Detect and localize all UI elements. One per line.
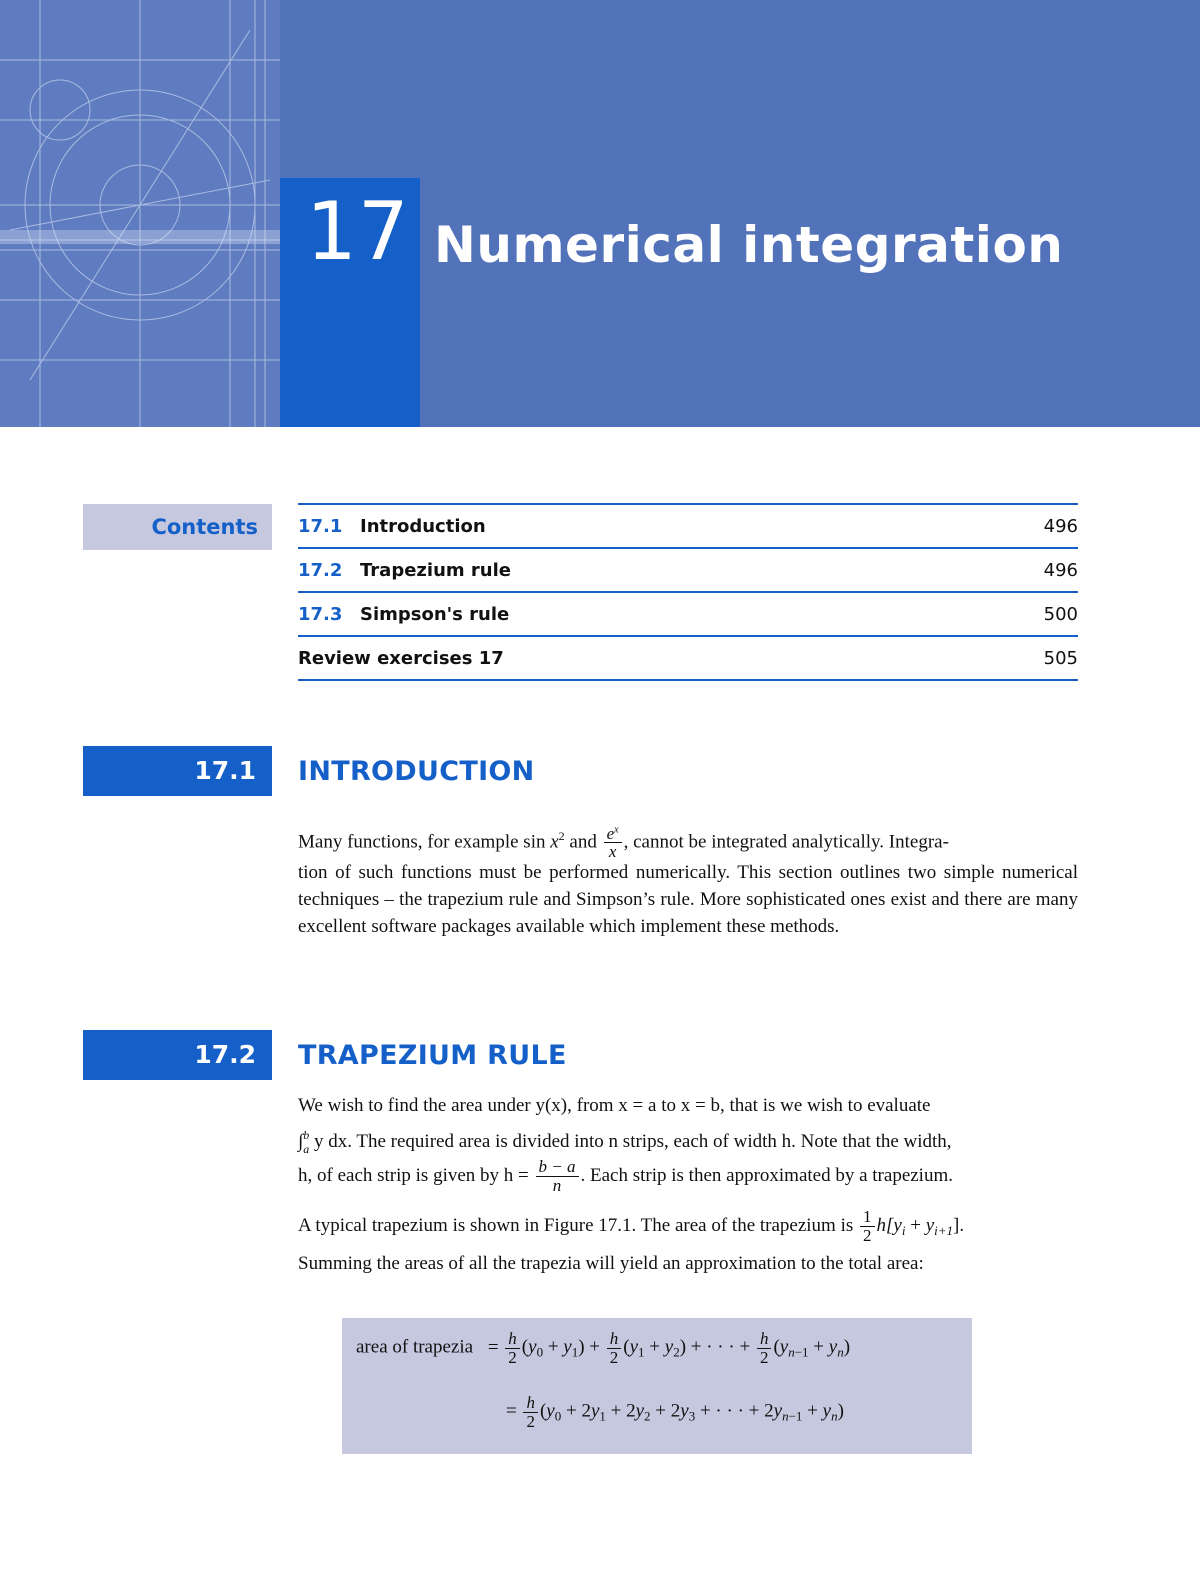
trapezium-line-3 [298,1148,1078,1204]
toc-number: 17.1 [298,515,343,537]
intro-first-line: Many functions, for example $\sin x^2$ and $\frac{e^x}{x}$ , cannot be integrated analytically. Integra- [298,823,949,862]
trapezium-line-2: ∫$^b_a$ y dx. The required area is divided into n strips, each of width h. Note that the width, [298,1128,952,1156]
formula-label: area of trapezia [356,1336,474,1358]
fraction-denominator: x [608,842,617,862]
fraction-b-minus-a-over-n [536,1158,579,1195]
toc-page: 496 [1043,515,1078,537]
toc-row[interactable] [298,637,1078,681]
trapezium-line-3-end: . Each strip is then approximated by a trapezium. [580,1165,953,1186]
intro-text-rest: , cannot be integrated analytically. Integra- [623,831,949,853]
trapezium-line-1: We wish to find the area under y(x), from x = a to x = b, that is we wish to evaluate [298,1095,931,1116]
trapezium-line-5: Summing the areas of all the trapezia will yield an approximation to the total area: [298,1253,924,1274]
section-number-box: 17.1 [83,746,272,796]
fraction-numerator: b − a [536,1158,579,1177]
toc-row[interactable] [298,505,1078,549]
trapezium-line-2-text: y dx. The required area is divided into n strips, each of width h. Note that the width, [313,1131,952,1152]
section-number-box: 17.2 [83,1030,272,1080]
toc-page: 505 [1043,647,1078,669]
trapezium-area-expr: h[y [876,1215,902,1236]
trapezium-line-4-start: A typical trapezium is shown in Figure 17.1. The area of the trapezium is [298,1215,854,1236]
toc-title[interactable]: Trapezium rule [360,559,511,581]
intro-text-start: Many functions, for example sin [298,831,546,853]
toc-title[interactable]: Introduction [360,515,486,537]
intro-paragraph: tion of such functions must be performed numerically. This section outlines two simple numerical techniques – the trapezium rule and Simpson’s rule. More sophisticated ones exist and there are many excellent software packages available which implement these methods. [298,862,1078,937]
toc-number: 17.2 [298,559,343,581]
fraction-numerator: e [606,823,615,843]
chapter-number: 17 [306,185,410,278]
toc-page: 496 [1043,559,1078,581]
contents-label: Contents [83,504,272,550]
fraction-denominator: n [552,1176,562,1196]
formula-row-2: = $\frac{h}{2}$ ($y_0 + 2y_1 + 2y_2 + 2y_3$ + · · · + $2y_{n-1} + y_n$) [506,1393,844,1431]
section-title: INTRODUCTION [298,756,535,787]
fraction-ex-over-x: $\frac{e^x}{x}$ [604,825,622,862]
trapezium-line-4: A typical trapezium is shown in Figure 17.1. The area of the trapezium is $\frac{1}{2}$ $h[y_i + y_{i+1}]$. [298,1207,965,1246]
trapezium-line-3-start: h, of each strip is given by h = [298,1165,529,1186]
chapter-banner [0,0,1200,427]
toc-title[interactable]: Simpson's rule [360,603,510,625]
toc-row[interactable] [298,593,1078,637]
fraction-one-half: $\frac{1}{2}$ [860,1208,875,1245]
toc-row[interactable] [298,549,1078,593]
toc-number: 17.3 [298,603,343,625]
toc-title[interactable]: Review exercises 17 [298,647,504,669]
chapter-title: Numerical integration [434,216,1064,274]
blueprint-image [0,0,280,427]
formula-box [342,1318,972,1454]
section-title: TRAPEZIUM RULE [298,1040,567,1071]
toc-page: 500 [1043,603,1078,625]
table-of-contents [298,503,1078,681]
formula-row-1: area of trapezia = $\frac{h}{2}$ $(y_0 + y_1)$ + $\frac{h}{2}$ $(y_1 + y_2)$ + · · · + $\frac{h}{2}$ $(y_{n-1} + y_n)$ [356,1329,851,1367]
